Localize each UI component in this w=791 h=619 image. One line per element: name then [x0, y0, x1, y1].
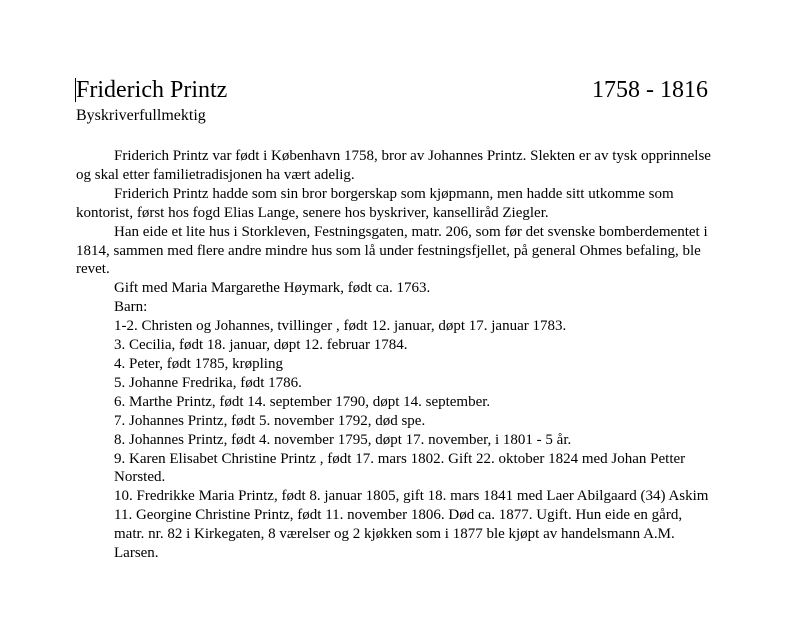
child-entry: 9. Karen Elisabet Christine Printz , født 17. mars 1802. Gift 22. oktober 1824 med Johan Petter Norsted.: [114, 450, 686, 486]
child-entry: 3. Cecilia, født 18. januar, døpt 12. februar 1784.: [114, 337, 408, 354]
child-entry: 5. Johanne Fredrika, født 1786.: [114, 374, 302, 391]
person-name-heading: Friderich Printz: [76, 77, 228, 103]
biography-body: [76, 147, 716, 563]
paragraph-career: Friderich Printz hadde som sin bror borgerskap som kjøpmann, men hadde sitt utkomme som kontorist, først hos fogd Elias Lange, senere hos byskriver, kanselliråd Ziegler.: [76, 185, 674, 221]
occupation-subtitle: Byskriverfullmektig: [76, 107, 206, 124]
child-entry: 10. Fredrikke Maria Printz, født 8. januar 1805, gift 18. mars 1841 med Laer Abilgaard (34) Askim: [114, 488, 709, 505]
paragraph-origin: Friderich Printz var født i København 1758, bror av Johannes Printz. Slekten er av tysk opprinnelse og skal etter familietradisjonen ha vært adelig.: [76, 148, 711, 183]
child-entry: 1-2. Christen og Johannes, tvillinger , født 12. januar, døpt 17. januar 1783.: [114, 318, 567, 335]
child-entry: 11. Georgine Christine Printz, født 11. november 1806. Død ca. 1877. Ugift. Hun eide en gård, matr. nr. 82 i Kirkegaten, 8 værelser og 2 kjøkken som i 1877 ble kjøpt av handelsmann A.M. Larsen.: [114, 507, 683, 562]
child-entry: 8. Johannes Printz, født 4. november 1795, døpt 17. november, i 1801 - 5 år.: [114, 431, 572, 448]
paragraph-house: Han eide et lite hus i Storkleven, Festningsgaten, matr. 206, som før det svenske bomberdementet i 1814, sammen med flere andre mindre hus som lå under festningsfjellet, på general Ohmes befaling, ble revet.: [76, 223, 708, 278]
family-section: [76, 279, 716, 563]
life-years-heading: 1758 - 1816: [592, 77, 708, 103]
children-heading: Barn:: [114, 299, 148, 316]
child-entry: 6. Marthe Printz, født 14. september 1790, døpt 14. september.: [114, 393, 491, 410]
child-entry: 4. Peter, født 1785, krøpling: [114, 355, 283, 372]
marriage-line: Gift med Maria Margarethe Høymark, født ca. 1763.: [114, 280, 431, 297]
child-entry: 7. Johannes Printz, født 5. november 1792, død spe.: [114, 412, 426, 429]
